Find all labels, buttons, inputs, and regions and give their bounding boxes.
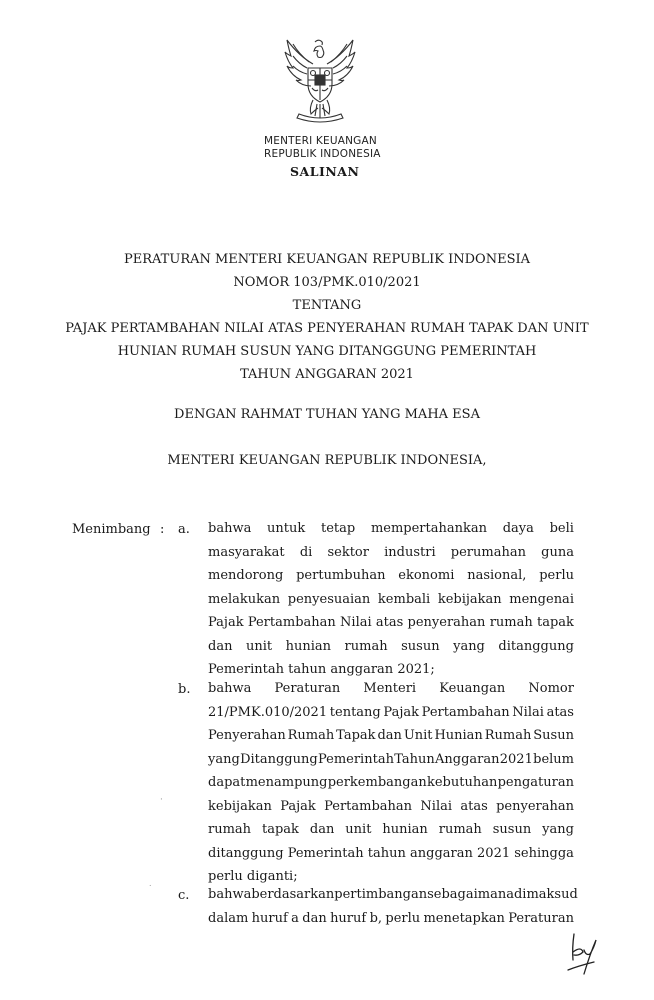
word: melakukan (208, 591, 281, 607)
word: beli (549, 521, 574, 536)
word: susun (492, 822, 532, 837)
word: atas (546, 704, 574, 720)
word: tahun (367, 845, 406, 861)
regulation-title (0, 248, 654, 386)
item-a-letter: a. (178, 522, 190, 537)
paragraph-line (208, 701, 574, 725)
word: susun (401, 638, 440, 654)
word: ekonomi (398, 568, 455, 583)
paragraph-line (208, 842, 574, 866)
word: untuk (267, 521, 306, 536)
word: dimaksud (513, 887, 578, 902)
word: huruf (251, 910, 288, 926)
word: rumah (438, 822, 482, 837)
word: Susun (533, 728, 574, 743)
word: mendorong (208, 568, 284, 583)
issuer-line: MENTERI KEUANGAN REPUBLIK INDONESIA, (167, 453, 487, 468)
word: tapak (536, 615, 574, 630)
paragraph-line (208, 818, 574, 842)
word: rumah (208, 822, 252, 837)
paragraph-line: perlu diganti; (208, 869, 298, 884)
paragraph-line (208, 748, 574, 772)
word: penyerahan (407, 615, 486, 630)
word: Pajak (383, 704, 419, 720)
title-line-1: PERATURAN MENTERI KEUANGAN REPUBLIK INDONESIA (123, 252, 530, 267)
ministry-line-2: REPUBLIK INDONESIA (264, 148, 381, 160)
word: dalam (208, 910, 249, 926)
word: mempertahankan (370, 521, 487, 536)
word: Pajak (208, 615, 244, 630)
word: Peraturan (508, 910, 574, 926)
word: Tahun (394, 751, 435, 767)
item-a-text (208, 517, 574, 682)
paragraph-line (208, 517, 574, 541)
word: dan (309, 822, 335, 837)
considering-label: Menimbang (72, 522, 151, 537)
scan-speck: · (160, 795, 163, 805)
title-subject-line-3: TAHUN ANGGARAN 2021 (240, 367, 414, 382)
word: yang (542, 822, 574, 837)
title-number: NOMOR 103/PMK.010/2021 (233, 275, 421, 290)
item-b-letter: b. (178, 682, 191, 697)
word: unit (345, 822, 372, 837)
word: huruf (330, 910, 367, 926)
word: nasional, (467, 568, 527, 583)
word: ditanggung (208, 845, 284, 861)
word: Pajak (280, 798, 316, 814)
word: Tapak (336, 728, 376, 743)
considering-colon: : (160, 522, 165, 537)
word: guna (541, 544, 574, 560)
ministry-heading (264, 135, 381, 161)
paragraph-line: Pemerintah tahun anggaran 2021; (208, 662, 435, 677)
word: tentang (329, 704, 381, 720)
word: masyarakat (208, 544, 285, 560)
word: kebutuhan (426, 775, 498, 790)
title-about: TENTANG (292, 298, 362, 313)
word: hunian (285, 638, 332, 654)
word: ditanggung (498, 638, 574, 654)
paragraph-line (208, 588, 574, 612)
word: kebijakan (208, 798, 272, 814)
word: tapak (262, 822, 299, 837)
word: industri (384, 544, 436, 560)
word: penyesuaian (287, 591, 371, 607)
word: kebijakan (437, 591, 502, 607)
paragraph-line (208, 541, 574, 565)
word: perkembangan (327, 775, 427, 790)
word: Anggaran (435, 751, 500, 767)
word: bahwa (208, 681, 252, 696)
word: rumah (344, 638, 388, 654)
word: Menteri (363, 681, 417, 696)
word: Pertambahan (324, 798, 413, 814)
word: penyerahan (496, 798, 574, 814)
scan-speck: ˙ (148, 885, 153, 895)
copy-label: SALINAN (290, 164, 360, 179)
word: pertimbangan (334, 887, 428, 902)
ministry-line-1: MENTERI KEUANGAN (264, 135, 377, 147)
word: belum (533, 751, 574, 767)
word: yang (208, 751, 240, 767)
word: perlu (539, 568, 574, 583)
word: b, (369, 910, 383, 926)
item-b-text (208, 677, 574, 889)
word: atas (375, 615, 404, 630)
word: tetap (321, 521, 356, 536)
word: Keuangan (439, 681, 506, 696)
word: Unit (403, 728, 433, 743)
item-c-text (208, 883, 578, 930)
word: mengenai (509, 591, 574, 607)
paragraph-line (208, 564, 574, 588)
word: 21/PMK.010/2021 (208, 704, 328, 720)
word: Rumah (287, 728, 335, 743)
word: Rumah (484, 728, 532, 743)
handwritten-initial-icon (560, 930, 602, 978)
word: Penyerahan (208, 728, 286, 743)
word: Nilai (512, 704, 544, 720)
word: di (299, 544, 313, 560)
item-c-letter: c. (178, 888, 190, 903)
word: perlu (385, 910, 421, 926)
word: bahwa (208, 521, 252, 536)
word: Pertambahan (247, 615, 336, 630)
word: dan (377, 728, 402, 743)
paragraph-line (208, 883, 578, 907)
paragraph-line (208, 635, 574, 659)
word: rumah (489, 615, 533, 630)
word: Hunian (434, 728, 483, 743)
word: perumahan (450, 544, 526, 560)
word: Nomor (528, 681, 574, 696)
word: pengaturan (497, 775, 574, 790)
paragraph-line (208, 771, 574, 795)
word: Pemerintah (287, 845, 364, 861)
word: hunian (382, 822, 428, 837)
word: atas (460, 798, 488, 814)
word: menampung (245, 775, 328, 790)
word: unit (245, 638, 273, 654)
title-subject-line-1: PAJAK PERTAMBAHAN NILAI ATAS PENYERAHAN RUMAH TAPAK DAN UNIT (65, 321, 589, 336)
paragraph-line (208, 724, 574, 748)
opening-blessing: DENGAN RAHMAT TUHAN YANG MAHA ESA (174, 407, 480, 422)
word: 2021 (499, 751, 533, 767)
word: Peraturan (274, 681, 341, 696)
word: Ditanggung (240, 751, 318, 767)
word: Pemerintah (317, 751, 394, 767)
word: berdasarkan (251, 887, 335, 902)
paragraph-line (208, 677, 574, 701)
word: sebagaimana (427, 887, 514, 902)
word: sektor (327, 544, 369, 560)
word: menetapkan (423, 910, 505, 926)
title-subject-line-2: HUNIAN RUMAH SUSUN YANG DITANGGUNG PEMERINTAH (117, 344, 537, 359)
word: Pertambahan (421, 704, 510, 720)
paragraph-line (208, 611, 574, 635)
word: dan (208, 638, 233, 654)
garuda-pancasila-emblem-icon (275, 38, 365, 128)
paragraph-line (208, 795, 574, 819)
word: anggaran (410, 845, 473, 861)
word: sehingga (514, 845, 574, 861)
word: 2021 (477, 845, 511, 861)
word: dan (302, 910, 327, 926)
word: yang (453, 638, 485, 654)
paragraph-line (208, 907, 574, 931)
word: bahwa (208, 887, 252, 902)
word: kembali (377, 591, 431, 607)
word: Nilai (420, 798, 453, 814)
word: daya (502, 521, 534, 536)
word: a (291, 910, 299, 926)
word: Nilai (340, 615, 372, 630)
word: pertumbuhan (296, 568, 386, 583)
word: dapat (208, 775, 246, 790)
